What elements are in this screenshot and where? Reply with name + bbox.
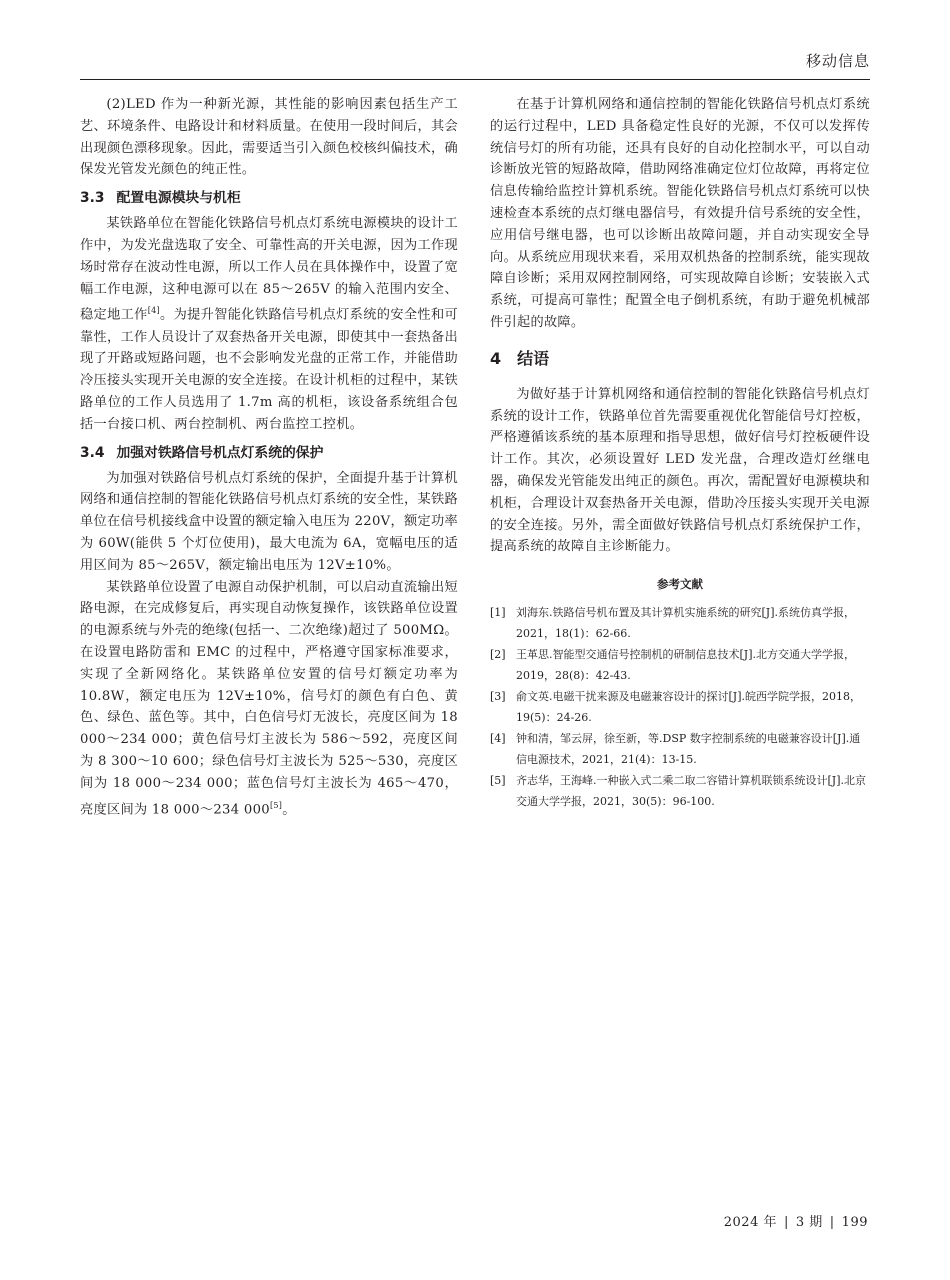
section-number: 3.3 [80,190,105,207]
section-number: 3.4 [80,444,105,461]
section-title: 加强对铁路信号机点灯系统的保护 [116,444,324,461]
section-heading-3-4 [80,442,458,464]
paragraph-text: 。 [282,801,296,817]
reference-item [490,728,870,770]
reference-index: [2] [490,648,506,662]
right-column [490,94,870,812]
citation: [4] [147,306,160,316]
citation: [5] [270,800,283,810]
page-number: 199 [841,1215,868,1230]
paragraph: (2)LED 作为一种新光源，其性能的影响因素包括生产工艺、环境条件、电路设计和材料质量。在使用一段时间后，其会出现颜色漂移现象。因此，需要适当引入颜色校核纠偏技术，确保发光管发光颜色的纯正性。 [80,97,458,178]
reference-text: 王革思.智能型交通信号控制机的研制信息技术[J].北方交通大学学报，2019，28(8)：42-43. [516,648,855,683]
reference-text: 钟和清，邹云屏，徐至新，等.DSP 数字控制系统的电磁兼容设计[J].通信电源技术，2021，21(4)：13-15. [516,732,861,767]
section-title: 配置电源模块与机柜 [116,190,241,207]
paragraph-text: 某铁路单位在智能化铁路信号机点灯系统电源模块的设计工作中，为发光盘选取了安全、可靠性高的开关电源，因为工作现场时常存在波动性电源，所以工作人员在具体操作中，设置了宽幅工作电源，这种电源可以在 85～265V 的输入范围内安全、稳定地工作 [80,216,458,323]
references-heading: 参考文献 [657,577,703,592]
page-footer [724,1211,868,1230]
reference-index: [3] [490,690,506,704]
footer-year: 2024 年 [723,1215,777,1230]
paragraph [80,577,458,821]
journal-title: 移动信息 [805,52,870,70]
reference-item [490,644,870,686]
reference-item [490,770,870,812]
reference-text: 俞文英.电磁干扰来源及电磁兼容设计的探讨[J].皖西学院学报，2018，19(5)：24-26. [516,690,861,725]
section-title: 结语 [517,348,550,368]
paragraph: 在基于计算机网络和通信控制的智能化铁路信号机点灯系统的运行过程中，LED 具备稳定性良好的光源，不仅可以发挥传统信号灯的所有功能，还具有良好的自动化控制水平，可以自动诊断放光管的短路故障，借助网络准确定位灯位故障，再将定位信息传输给监控计算机系统。智能化铁路信号机点灯系统可以快速检查本系统的点灯继电器信号，有效提升信号系统的安全性，应用信号继电器，也可以诊断出故障问题，并自动实现安全导向。从系统应用现状来看，采用双机热备的控制系统，能实现故障自诊断；采用双网控制网络，可实现故障自诊断；安装嵌入式系统，可提高可靠性；配置全电子倒机系统，有助于避免机械部件引起的故障。 [490,97,870,330]
paragraph [80,213,458,435]
section-heading-3-3 [80,187,458,209]
section-number: 4 [490,348,502,368]
reference-index: [4] [490,732,506,746]
reference-item [490,686,870,728]
paragraph-text: 。为提升智能化铁路信号机点灯系统的安全性和可靠性，工作人员设计了双套热备开关电源，即使其中一套热备出现了开路或短路问题，也不会影响发光盘的正常工作，并能借助冷压接头实现开关电源的安全连接。在设计机柜的过程中，某铁路单位的工作人员选用了 1.7m 高的机柜，该设备系统组合包括一台接口机、两台控制机、两台监控工控机。 [80,307,458,432]
reference-text: 齐志华，王海峰.一种嵌入式二乘二取二容错计算机联锁系统设计[J].北京交通大学学报，2021，30(5)：96-100. [516,774,866,809]
reference-item [490,602,870,644]
footer-issue: 3 期 [795,1215,823,1230]
section-heading-4 [490,348,870,370]
paragraph-text: 某铁路单位设置了电源自动保护机制，可以启动直流输出短路电源，在完成修复后，再实现自动恢复操作，该铁路单位设置的电源系统与外壳的绝缘(包括一、二次绝缘)超过了 500MΩ。在设置电路防雷和 EMC 的过程中，严格遵守国家标准要求，实现了全新网络化。某铁路单位安置的信号灯额定功率为 10.8W，额定电压为 12V±10%，信号灯的颜色有白色、黄色、绿色、蓝色等。其中，白色信号灯无波长，亮度区间为 18 000～234 000；黄色信号灯主波长为 586～592，亮度区间为 8 300～10 600；绿色信号灯主波长为 525～530，亮度区间为 18 000～234 000；蓝色信号灯主波长为 465～470，亮度区间为 18 000～234 000 [80,579,458,817]
references-list [490,602,870,812]
header-rule [80,79,870,80]
paragraph: 为加强对铁路信号机点灯系统的保护，全面提升基于计算机网络和通信控制的智能化铁路信号机点灯系统的安全性，某铁路单位在信号机接线盒中设置的额定输入电压为 220V，额定功率为 60W(能供 5 个灯位使用)，最大电流为 6A，宽幅电压的适用区间为 85～265V，额定输出电压为 12V±10%。 [80,470,458,573]
reference-index: [5] [490,774,506,788]
footer-separator: | [829,1215,835,1230]
reference-index: [1] [490,606,506,620]
footer-separator: | [783,1215,789,1230]
left-column [80,94,458,821]
paragraph: 为做好基于计算机网络和通信控制的智能化铁路信号机点灯系统的设计工作，铁路单位首先需要重视优化智能信号灯控板，严格遵循该系统的基本原理和指导思想，做好信号灯控板硬件设计工作。其次，必须设置好 LED 发光盘，合理改造灯丝继电器，确保发光管能发出纯正的颜色。再次，需配置好电源模块和机柜，合理设计双套热备开关电源，借助冷压接头实现开关电源的安全连接。另外，需全面做好铁路信号机点灯系统保护工作，提高系统的故障自主诊断能力。 [490,386,870,555]
reference-text: 刘海东.铁路信号机布置及其计算机实施系统的研究[J].系统仿真学报，2021，18(1)：62-66. [516,606,855,641]
